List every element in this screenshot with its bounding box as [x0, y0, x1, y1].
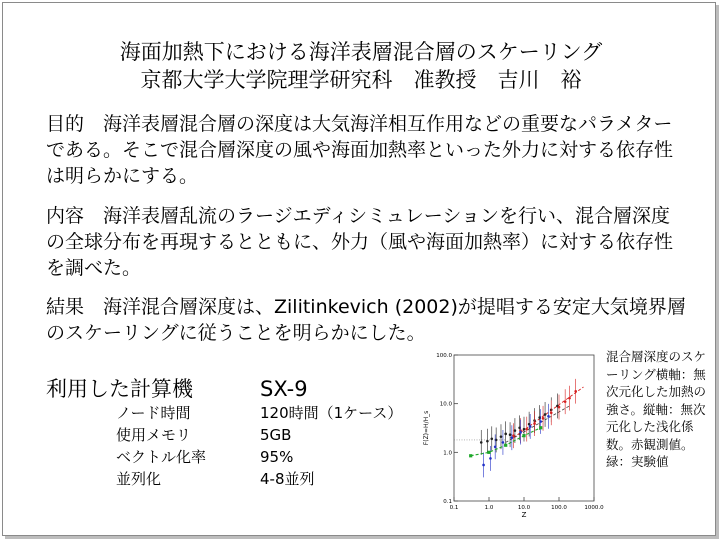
spec-row-label: 並列化 — [116, 470, 162, 488]
data-point — [529, 425, 532, 428]
spec-heading-label: 利用した計算機 — [46, 377, 193, 401]
spec-row-value: 120時間（1ケース） — [260, 404, 403, 422]
scaling-plot — [420, 347, 604, 519]
data-point — [533, 422, 536, 425]
data-point — [523, 428, 526, 431]
spec-row-label: ベクトル化率 — [116, 448, 207, 466]
x-tick-label: 100.0 — [551, 505, 567, 511]
data-point — [547, 415, 550, 418]
spec-heading-value: SX-9 — [260, 377, 308, 401]
y-tick-label: 1.0 — [443, 450, 452, 457]
computer-spec — [46, 376, 446, 496]
data-point — [511, 436, 514, 439]
data-point — [504, 433, 507, 436]
data-point — [568, 397, 571, 400]
data-point — [550, 411, 553, 414]
data-point — [519, 431, 522, 434]
data-point — [564, 400, 567, 403]
data-point — [486, 440, 489, 443]
spec-row-value: 95% — [260, 448, 294, 466]
data-point — [539, 420, 542, 423]
content-text: 内容 海洋表層乱流のラージエディシミュレーションを行い、混合層深度の全球分布を再現するとともに、外力（風や海面加熱率）に対する依存性を調べた。 — [46, 205, 674, 279]
y-tick-label: 0.1 — [443, 499, 452, 505]
spec-row-label: 使用メモリ — [116, 426, 192, 444]
spec-row-value: 5GB — [260, 426, 292, 444]
data-point — [514, 429, 517, 432]
y-tick-label: 100.0 — [436, 353, 452, 359]
data-point — [558, 406, 561, 409]
x-tick-label: 0.1 — [449, 505, 459, 511]
x-tick-label: 1000.0 — [584, 505, 604, 511]
y-tick-label: 10.0 — [439, 401, 452, 408]
data-point — [502, 441, 505, 444]
purpose-text: 目的 海洋表層混合層の深度は大気海洋相互作用などの重要なパラメターである。そこで混合層深度の風や海面加熱率といった外力に対する依存性は明らかにする。 — [46, 113, 674, 187]
data-point — [494, 445, 497, 448]
data-point — [574, 390, 577, 393]
figure-caption: 混合層深度のスケーリング横軸：無次元化した加熱の強さ。縦軸：無次元化した浅化係数。赤観測値。緑：実験値 — [606, 349, 707, 469]
slide-author: 京都大学大学院理学研究科 准教授 吉川 裕 — [140, 68, 582, 92]
x-axis-label: Z — [521, 511, 527, 519]
slide-title: 海面加熱下における海洋表層混合層のスケーリング — [119, 40, 603, 64]
data-point — [482, 464, 485, 467]
data-point — [542, 417, 545, 420]
result-text: 結果 海洋混合層深度は、Zilitinkevich (2002)が提唱する安定大気境界層のスケーリングに従うことを明らかにした。 — [46, 296, 686, 344]
data-point — [480, 441, 483, 444]
data-point — [500, 435, 503, 438]
data-point — [490, 437, 493, 440]
data-point — [512, 434, 515, 437]
x-tick-label: 1.0 — [484, 505, 494, 511]
x-tick-label: 10.0 — [517, 505, 531, 511]
spec-row-value: 4-8並列 — [260, 470, 315, 488]
data-point — [525, 428, 528, 431]
y-axis-label: F(Z)=H/H_s — [423, 410, 430, 446]
data-point — [489, 457, 492, 460]
spec-row-label: ノード時間 — [116, 404, 191, 422]
data-point — [544, 413, 547, 416]
data-point — [509, 433, 512, 436]
